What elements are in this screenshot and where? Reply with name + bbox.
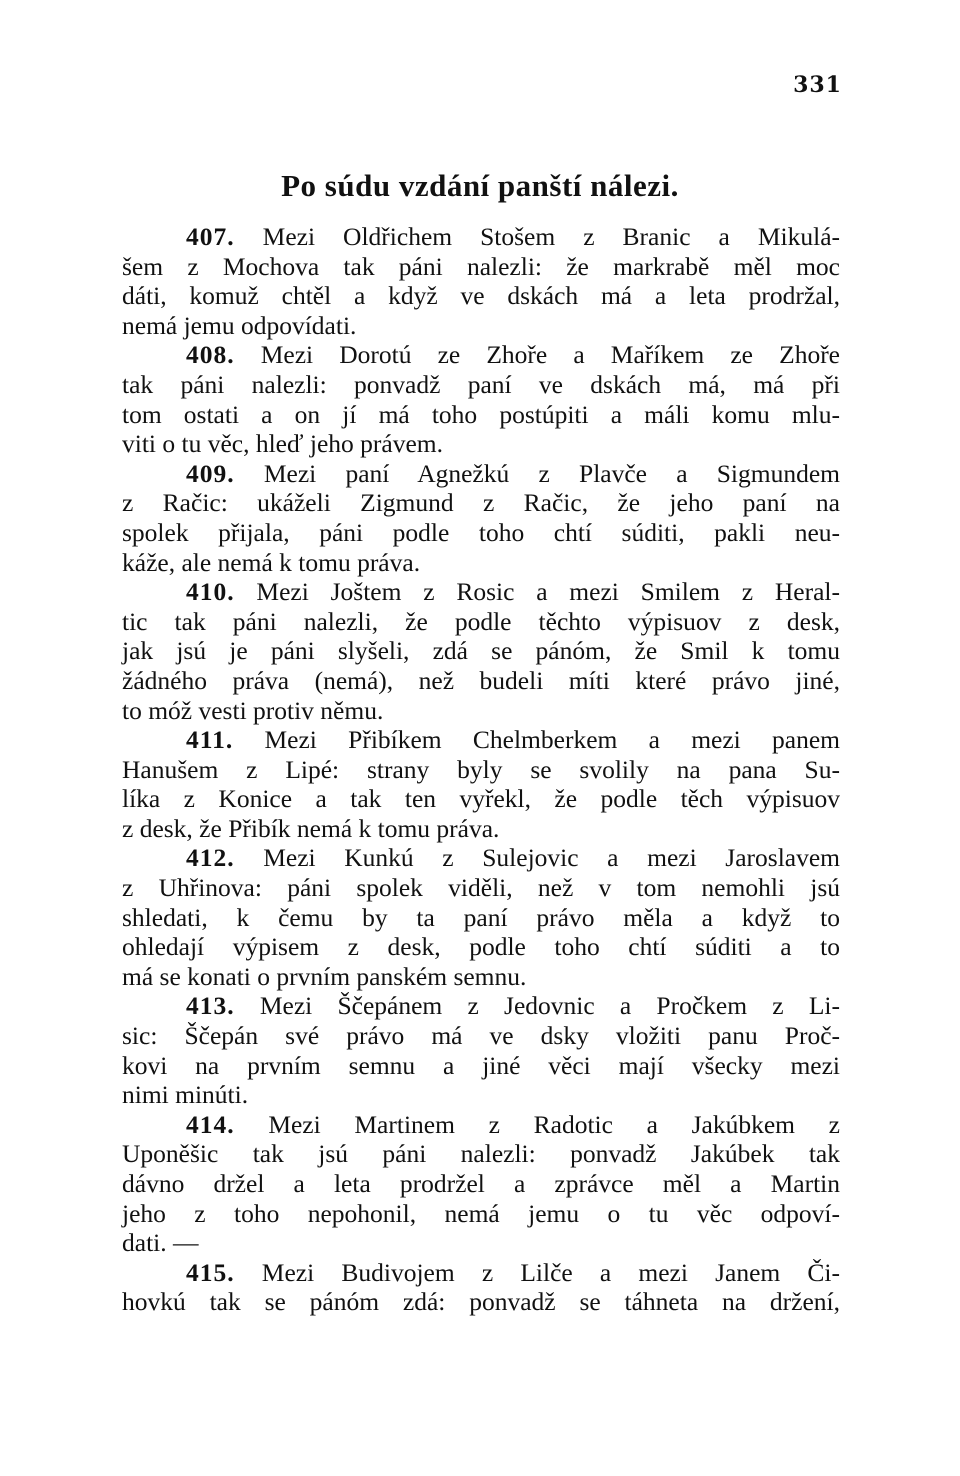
text-line: z Uhřinova: páni spolek viděli, než v tom nemohli jsú — [122, 873, 840, 903]
text-line: tak páni nalezli: ponvadž paní ve dskách má, má při — [122, 369, 840, 399]
text-line: Mezi Budivojem z Lilče a mezi Janem Či- — [261, 1257, 841, 1287]
text-line: žádného práva (nemá), než budeli míti které právo jiné, — [122, 665, 840, 695]
text-line: dávno držel a leta prodržel a zprávce měl a Martin — [122, 1169, 840, 1198]
text-line: tic tak páni nalezli, že podle těchto výpisuov z desk, — [122, 606, 840, 636]
paragraph-413-line-1 — [122, 991, 840, 1021]
paragraph-number: 408. — [186, 340, 235, 370]
page-number: 331 — [793, 72, 842, 98]
text-line: Mezi Dorotú ze Zhoře a Maříkem ze Zhoře — [260, 340, 840, 370]
text-line: z Račic: ukáželi Zigmund z Račic, že jeho paní na — [122, 488, 840, 518]
paragraph-number: 413. — [186, 991, 235, 1021]
paragraph-number: 409. — [186, 458, 235, 488]
paragraph-414-line-1 — [122, 1110, 840, 1140]
text-line: nimi minúti. — [122, 1080, 249, 1110]
paragraph-410-line-1 — [122, 577, 840, 607]
paragraph-415-line-1 — [122, 1258, 840, 1288]
text-line: káže, ale nemá k tomu práva. — [122, 547, 421, 577]
text-line: kovi na prvním semnu a jiné věci mají všecky mezi — [122, 1050, 840, 1080]
paragraph-408-line-1 — [122, 340, 840, 370]
text-line: Mezi Joštem z Rosic a mezi Smilem z Heral- — [256, 577, 840, 607]
text-line: Mezi paní Agnežkú z Plavče a Sigmundem — [263, 458, 841, 488]
text-line: tom ostati a on jí má toho postúpiti a máli komu mlu- — [122, 399, 840, 429]
text-line: dati. — — [122, 1228, 199, 1258]
text-line: z desk, že Přibík nemá k tomu práva. — [122, 813, 500, 843]
paragraph-number: 415. — [186, 1257, 235, 1287]
text-line: Mezi Přibíkem Chelmberkem a mezi panem — [264, 725, 840, 755]
text-line: jeho z toho nepohonil, nemá jemu o tu věc odpoví- — [122, 1198, 840, 1228]
text-line: viti o tu věc, hleď jeho právem. — [122, 429, 443, 459]
section-heading: Po súdu vzdání panští nálezi. — [281, 168, 679, 203]
text-line: nemá jemu odpovídati. — [122, 310, 357, 340]
paragraph-number: 407. — [186, 222, 235, 251]
text-line: Mezi Kunkú z Sulejovic a mezi Jaroslavem — [263, 843, 840, 873]
text-line: má se konati o prvním panském semnu. — [122, 961, 527, 991]
text-line: Hanušem z Lipé: strany byly se svolily na pana Su- — [122, 754, 840, 784]
text-line: Mezi Martinem z Radotic a Jakúbkem z — [268, 1109, 840, 1139]
paragraph-number: 410. — [186, 577, 235, 607]
text-line: ohledají výpisem z desk, podle toho chtí súditi a to — [122, 932, 840, 962]
paragraph-number: 412. — [186, 843, 235, 873]
body-text — [122, 222, 840, 1317]
text-line: Uponěšic tak jsú páni nalezli: ponvadž Jakúbek tak — [122, 1139, 840, 1169]
text-line: líka z Konice a tak ten vyřekl, že podle těch výpisuov — [122, 784, 840, 814]
text-line: jak jsú je páni slyšeli, zdá se pánóm, že Smil k tomu — [122, 636, 840, 666]
text-line: sic: Ščepán své právo má ve dsky vložiti panu Proč- — [122, 1021, 840, 1051]
paragraph-number: 411. — [186, 725, 234, 755]
paragraph-number: 414. — [186, 1109, 235, 1139]
text-line: to móž vesti protiv němu. — [122, 695, 384, 725]
text-line: hovkú tak se pánóm zdá: ponvadž se táhneta na držení, — [122, 1287, 840, 1317]
text-line: Mezi Oldřichem Stošem z Branic a Mikulá- — [262, 222, 841, 251]
text-line: dáti, komuž chtěl a když ve dskách má a leta prodržal, — [122, 281, 840, 311]
text-line: shledati, k čemu by ta paní právo měla a když to — [122, 902, 840, 932]
text-line: spolek přijala, páni podle toho chtí súditi, pakli neu- — [122, 517, 840, 547]
paragraph-412-line-1 — [122, 843, 840, 873]
paragraph-407-line-1 — [122, 222, 840, 252]
text-line: Mezi Ščepánem z Jedovnic a Pročkem z Li- — [259, 991, 840, 1021]
paragraph-411-line-1 — [122, 725, 840, 755]
paragraph-409-line-1 — [122, 459, 840, 489]
text-line: šem z Mochova tak páni nalezli: že markrabě měl moc — [122, 251, 840, 281]
